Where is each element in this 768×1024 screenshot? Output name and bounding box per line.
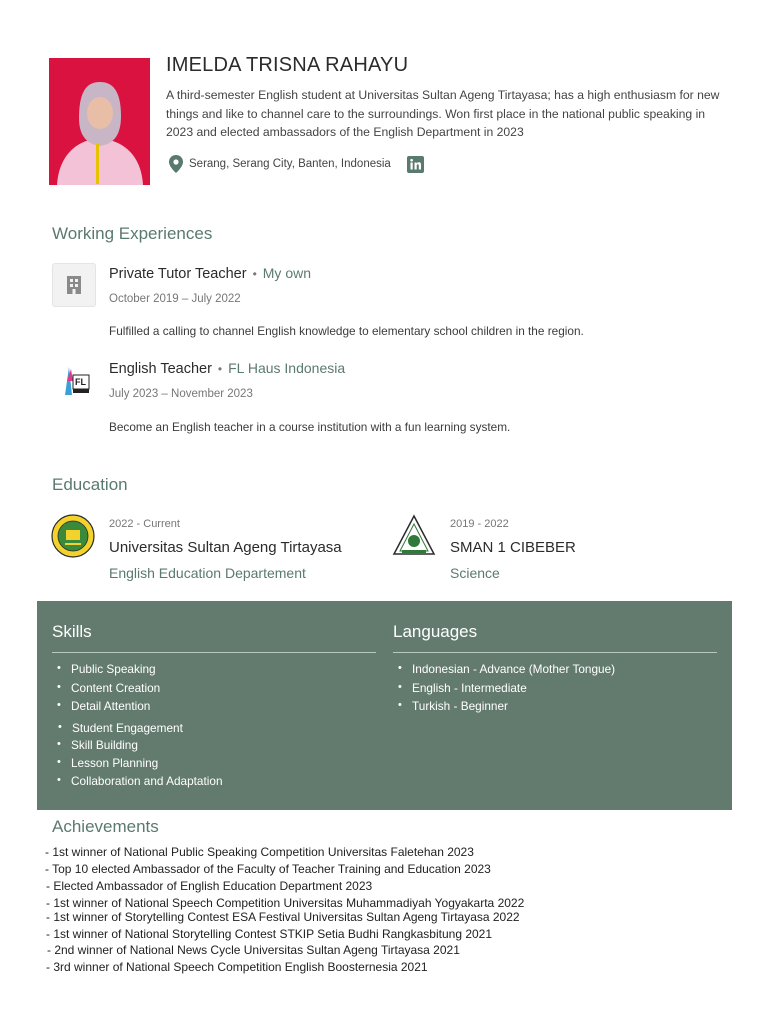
education-school-1: Universitas Sultan Ageng Tirtayasa <box>109 539 342 556</box>
profile-photo <box>49 58 150 185</box>
skills-divider <box>52 652 376 653</box>
achievement-item: - 1st winner of National Storytelling Contest STKIP Setia Budhi Rangkasbitung 2021 <box>46 927 493 941</box>
skill-item: • Student Engagement <box>58 721 183 735</box>
employer-name: FL Haus Indonesia <box>228 360 346 376</box>
separator-dot: • <box>217 362 223 376</box>
skill-item: • Public Speaking <box>57 662 156 676</box>
achievement-item: - 3rd winner of National Speech Competition English Boosternesia 2021 <box>46 960 428 974</box>
achievement-item: - 1st winner of Storytelling Contest ESA Festival Universitas Sultan Ageng Tirtayasa 2022 <box>46 910 520 924</box>
university-emblem <box>51 514 95 558</box>
achievements-section-title: Achievements <box>52 817 159 836</box>
skill-item: • Skill Building <box>57 738 138 752</box>
languages-title: Languages <box>393 622 478 641</box>
role-title: English Teacher <box>109 361 212 377</box>
language-item: • Turkish - Beginner <box>398 699 508 713</box>
separator-dot: • <box>252 267 257 281</box>
skills-languages-panel <box>37 601 732 810</box>
experience-role-2 <box>109 360 345 377</box>
experience-description-1: Fulfilled a calling to channel English knowledge to elementary school children in the region. <box>109 324 584 338</box>
languages-divider <box>393 652 717 653</box>
skill-item: • Lesson Planning <box>57 756 158 770</box>
skill-item: • Content Creation <box>57 681 160 695</box>
education-field-1: English Education Departement <box>109 565 306 581</box>
building-icon <box>52 263 96 307</box>
achievement-item: - 1st winner of National Speech Competition Universitas Muhammadiyah Yogyakarta 2022 <box>46 896 525 910</box>
achievement-item: - 2nd winner of National News Cycle Universitas Sultan Ageng Tirtayasa 2021 <box>47 943 460 957</box>
linkedin-icon[interactable] <box>407 156 424 173</box>
profile-summary: A third-semester English student at Universitas Sultan Ageng Tirtayasa; has a high enthusiasm for new things and like to channel care to the surroundings. Won first place in the national public speaking in 2023 and elected ambassadors of the English Department in 2023 <box>166 88 720 140</box>
achievement-item: - Top 10 elected Ambassador of the Faculty of Teacher Training and Education 2023 <box>45 862 491 876</box>
achievement-item: - 1st winner of National Public Speaking Competition Universitas Faletehan 2023 <box>45 845 474 859</box>
education-section-title: Education <box>52 475 128 494</box>
skill-item: • Detail Attention <box>57 699 150 713</box>
experience-section-title: Working Experiences <box>52 224 213 243</box>
fl-logo-text: FL <box>75 377 86 387</box>
employer-name: My own <box>262 265 311 281</box>
education-field-2: Science <box>450 565 500 581</box>
language-item: • English - Intermediate <box>398 681 527 695</box>
school-emblem <box>392 514 436 558</box>
experience-dates-1: October 2019 – July 2022 <box>109 293 241 305</box>
location-pin-icon <box>169 155 183 173</box>
skills-title: Skills <box>52 622 92 641</box>
skill-item: • Collaboration and Adaptation <box>57 774 223 788</box>
education-years-1: 2022 - Current <box>109 518 180 530</box>
person-name: IMELDA TRISNA RAHAYU <box>166 54 409 76</box>
contact-row <box>169 154 424 174</box>
achievement-item: - Elected Ambassador of English Education Department 2023 <box>46 879 373 893</box>
experience-role-1 <box>109 265 311 282</box>
experience-dates-2: July 2023 – November 2023 <box>109 388 253 400</box>
language-item: • Indonesian - Advance (Mother Tongue) <box>398 662 615 676</box>
location-text: Serang, Serang City, Banten, Indonesia <box>189 158 391 170</box>
role-title: Private Tutor Teacher <box>109 266 247 282</box>
fl-haus-logo <box>54 358 96 400</box>
education-school-2: SMAN 1 CIBEBER <box>450 539 576 556</box>
experience-description-2: Become an English teacher in a course institution with a fun learning system. <box>109 420 511 434</box>
education-years-2: 2019 - 2022 <box>450 518 509 530</box>
